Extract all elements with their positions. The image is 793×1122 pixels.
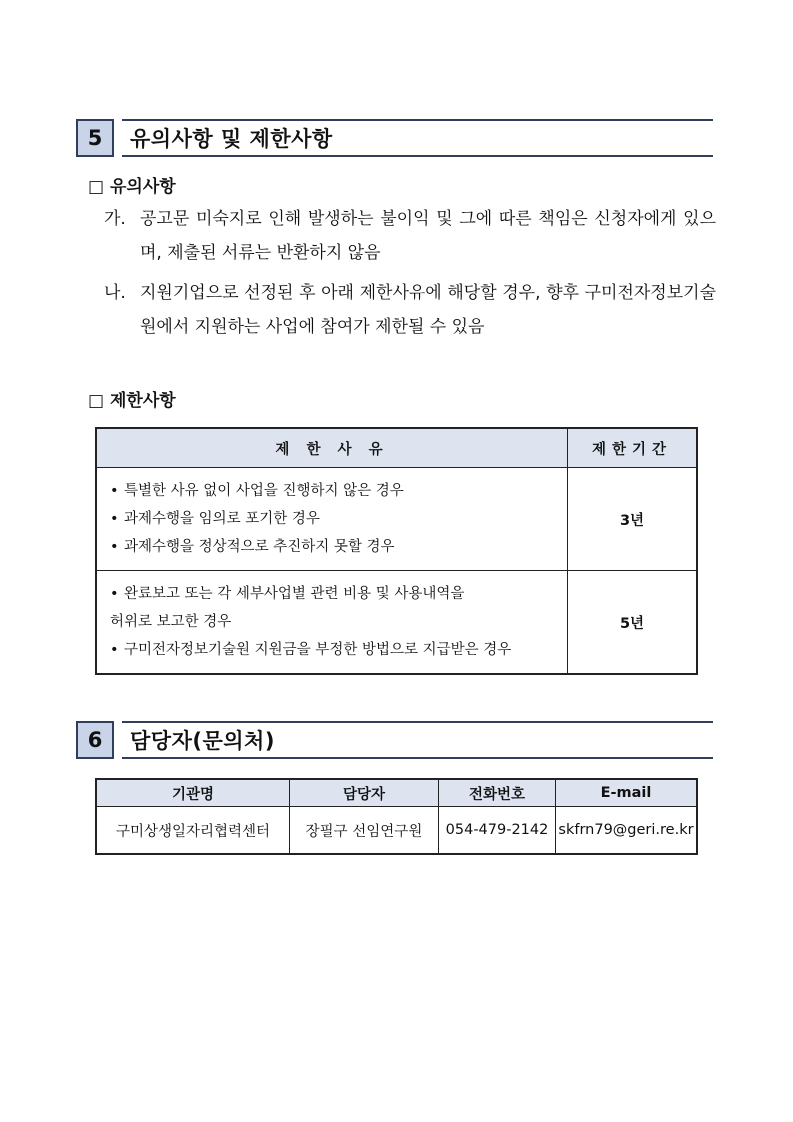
col-phone-header: 전화번호 bbox=[439, 779, 556, 807]
section-number: 5 bbox=[76, 119, 114, 157]
period-cell: 5년 bbox=[568, 571, 698, 675]
note-item bbox=[104, 276, 716, 344]
col-period-header: 제한기간 bbox=[568, 428, 698, 468]
reason-item: • 과제수행을 임의로 포기한 경우 bbox=[110, 511, 320, 527]
reason-item: • 구미전자정보기술원 지원금을 부정한 방법으로 지급받은 경우 bbox=[110, 642, 512, 658]
section-number: 6 bbox=[76, 721, 114, 759]
reason-cell bbox=[96, 468, 568, 571]
col-reason-header: 제 한 사 유 bbox=[96, 428, 568, 468]
section-6-header bbox=[76, 721, 713, 759]
email-cell[interactable]: skfrn79@geri.re.kr bbox=[556, 807, 698, 855]
header-bottom-rule bbox=[122, 757, 713, 759]
table-header-row bbox=[96, 428, 697, 468]
col-email-header: E-mail bbox=[556, 779, 698, 807]
header-bottom-rule bbox=[122, 155, 713, 157]
note-item bbox=[104, 202, 716, 270]
section-title: 유의사항 및 제한사항 bbox=[130, 127, 333, 151]
section-title: 담당자(문의처) bbox=[130, 729, 275, 753]
note-label: 가. bbox=[104, 209, 126, 229]
reason-item: • 특별한 사유 없이 사업을 진행하지 않은 경우 bbox=[110, 483, 404, 499]
col-person-header: 담당자 bbox=[290, 779, 439, 807]
reason-cell bbox=[96, 571, 568, 675]
notes-heading: □ 유의사항 bbox=[88, 177, 176, 197]
note-text: 지원기업으로 선정된 후 아래 제한사유에 해당할 경우, 향후 구미전자정보기술원에서 지원하는 사업에 참여가 제한될 수 있음 bbox=[140, 283, 716, 337]
person-cell: 장필구 선임연구원 bbox=[290, 807, 439, 855]
table-row bbox=[96, 571, 697, 675]
period-cell: 3년 bbox=[568, 468, 698, 571]
header-top-rule bbox=[122, 721, 713, 723]
contact-table bbox=[95, 778, 698, 855]
col-org-header: 기관명 bbox=[96, 779, 290, 807]
note-label: 나. bbox=[104, 283, 126, 303]
section-5-header bbox=[76, 119, 713, 157]
org-cell: 구미상생일자리협력센터 bbox=[96, 807, 290, 855]
reason-item: • 과제수행을 정상적으로 추진하지 못할 경우 bbox=[110, 539, 395, 555]
phone-cell: 054-479-2142 bbox=[439, 807, 556, 855]
restrictions-heading: □ 제한사항 bbox=[88, 391, 176, 411]
restrictions-table bbox=[95, 427, 698, 675]
note-text: 공고문 미숙지로 인해 발생하는 불이익 및 그에 따른 책임은 신청자에게 있으며, 제출된 서류는 반환하지 않음 bbox=[140, 209, 716, 263]
table-header-row bbox=[96, 779, 697, 807]
reason-item-continued: 허위로 보고한 경우 bbox=[110, 614, 232, 630]
table-row bbox=[96, 468, 697, 571]
header-top-rule bbox=[122, 119, 713, 121]
reason-item: • 완료보고 또는 각 세부사업별 관련 비용 및 사용내역을 bbox=[110, 586, 465, 602]
table-row bbox=[96, 807, 697, 855]
